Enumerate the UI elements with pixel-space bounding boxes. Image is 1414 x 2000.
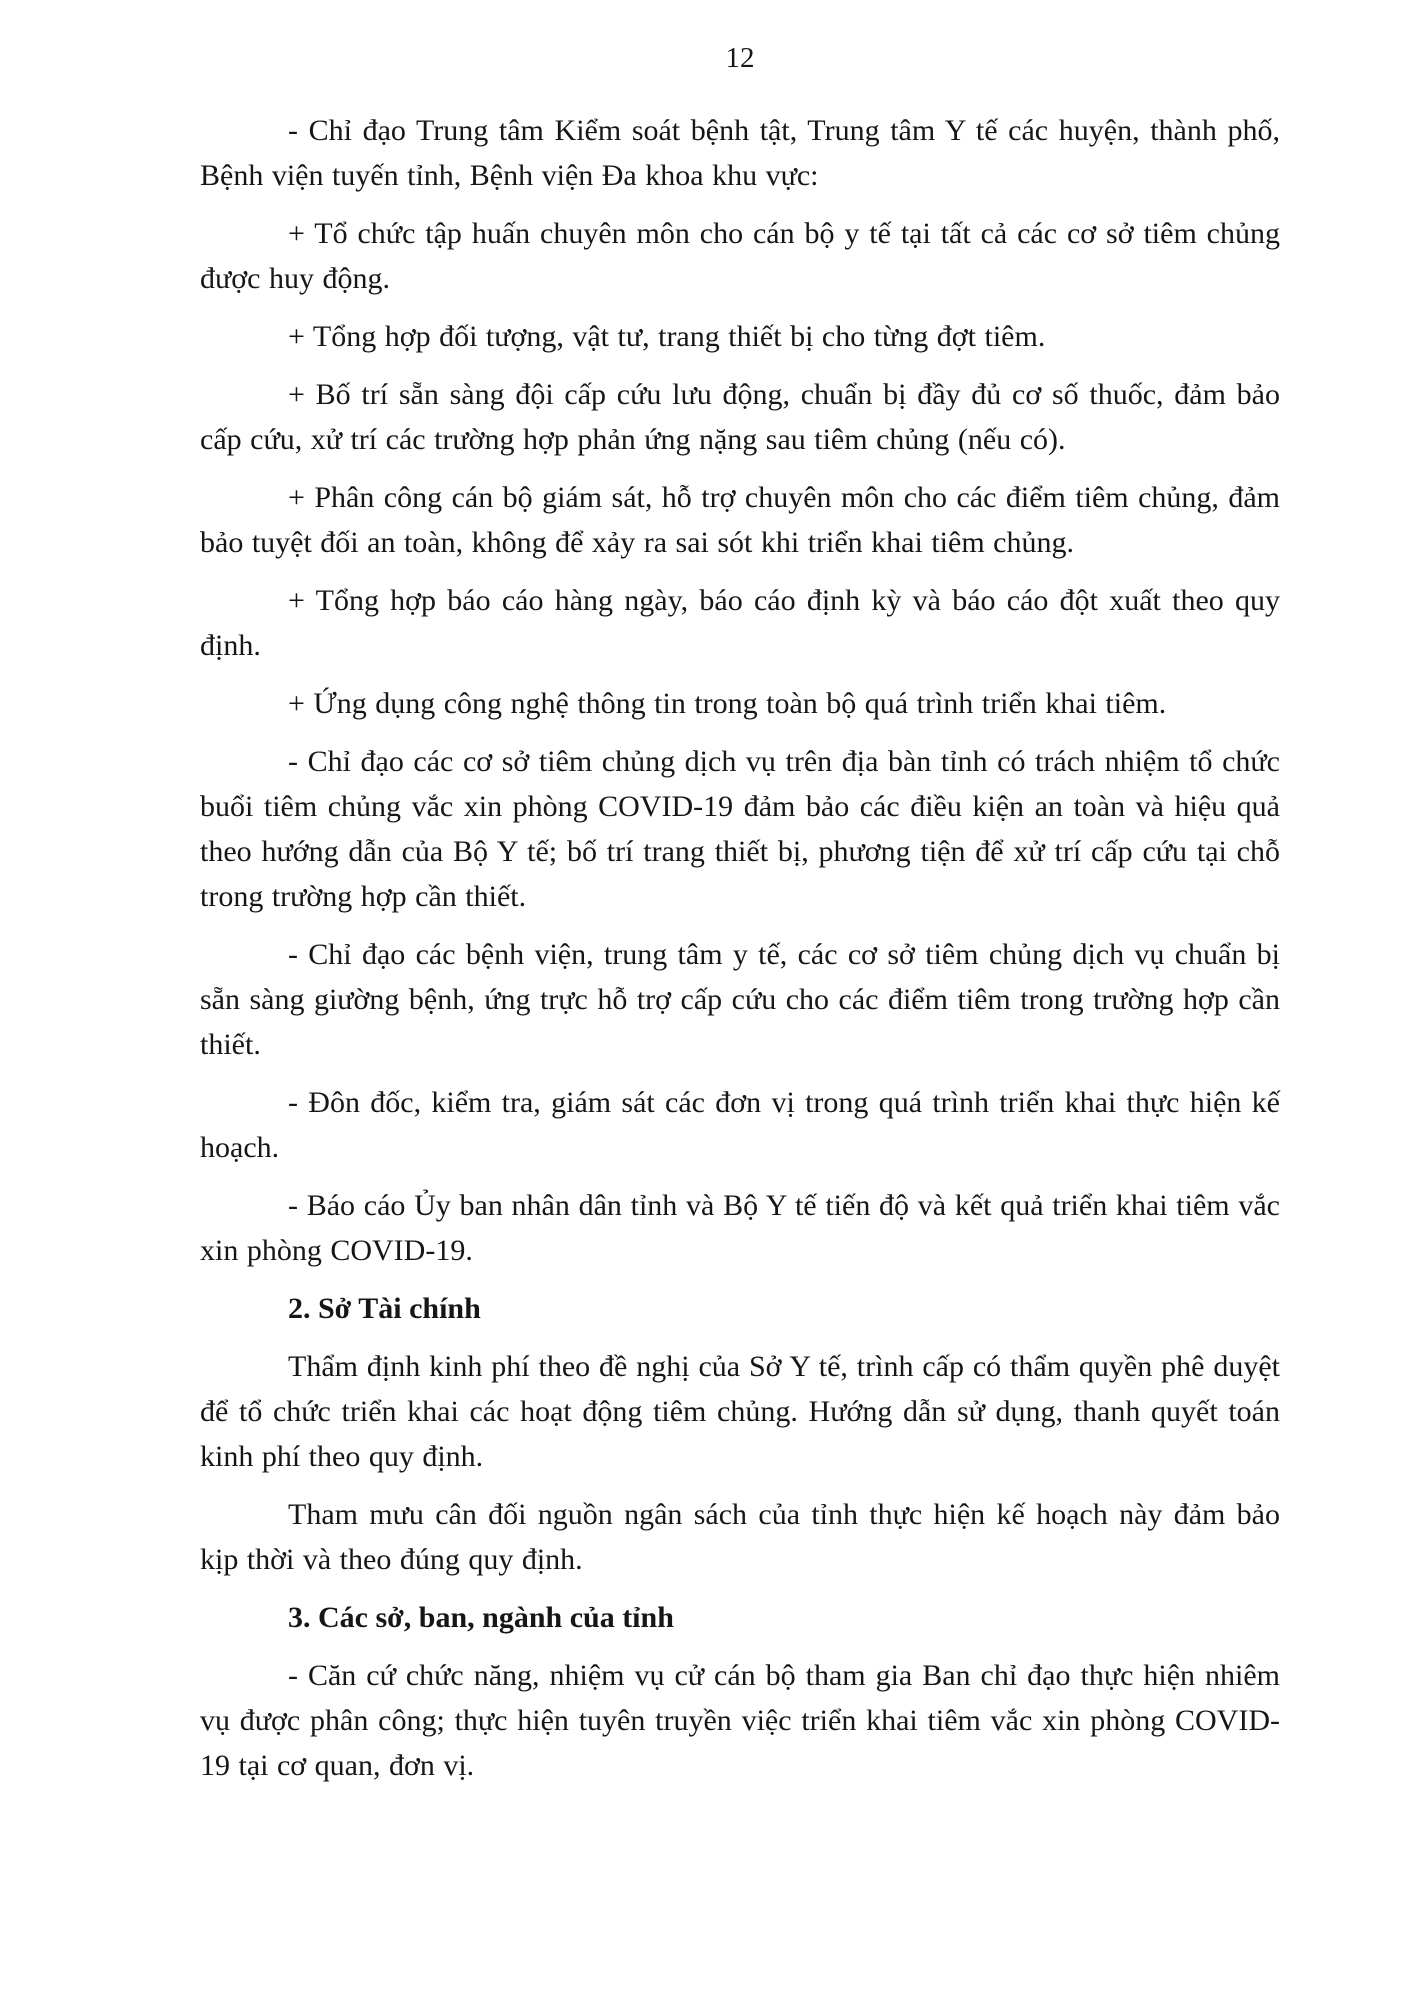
paragraph-tham-muu-can-doi: Tham mưu cân đối nguồn ngân sách của tỉnh thực hiện kế hoạch này đảm bảo kịp thời và theo đúng quy định.	[200, 1498, 1280, 1576]
paragraph-chi-dao-trung-tam: - Chỉ đạo Trung tâm Kiểm soát bệnh tật, Trung tâm Y tế các huyện, thành phố, Bệnh viện tuyến tỉnh, Bệnh viện Đa khoa khu vực:	[200, 114, 1280, 192]
paragraph-chi-dao-benh-vien: - Chỉ đạo các bệnh viện, trung tâm y tế, các cơ sở tiêm chủng dịch vụ chuẩn bị sẵn sàng giường bệnh, ứng trực hỗ trợ cấp cứu cho các điểm tiêm trong trường hợp cần thiết.	[200, 938, 1280, 1061]
paragraph-phan-cong-can-bo: + Phân công cán bộ giám sát, hỗ trợ chuyên môn cho các điểm tiêm chủng, đảm bảo tuyệt đối an toàn, không để xảy ra sai sót khi triển khai tiêm chủng.	[200, 481, 1280, 559]
paragraph-chi-dao-co-so-dich-vu: - Chỉ đạo các cơ sở tiêm chủng dịch vụ trên địa bàn tỉnh có trách nhiệm tổ chức buổi tiêm chủng vắc xin phòng COVID-19 đảm bảo các điều kiện an toàn và hiệu quả theo hướng dẫn của Bộ Y tế; bố trí trang thiết bị, phương tiện để xử trí cấp cứu tại chỗ trong trường hợp cần thiết.	[200, 745, 1280, 913]
paragraph-bao-cao-uy-ban: - Báo cáo Ủy ban nhân dân tỉnh và Bộ Y tế tiến độ và kết quả triển khai tiêm vắc xin phòng COVID-19.	[200, 1189, 1280, 1267]
paragraph-ung-dung-cong-nghe: + Ứng dụng công nghệ thông tin trong toàn bộ quá trình triển khai tiêm.	[288, 687, 1167, 720]
document-body	[200, 108, 1280, 1788]
paragraph-tong-hop-doi-tuong: + Tổng hợp đối tượng, vật tư, trang thiết bị cho từng đợt tiêm.	[288, 320, 1046, 353]
paragraph-tham-dinh-kinh-phi: Thẩm định kinh phí theo đề nghị của Sở Y tế, trình cấp có thẩm quyền phê duyệt để tổ chức triển khai các hoạt động tiêm chủng. Hướng dẫn sử dụng, thanh quyết toán kinh phí theo quy định.	[200, 1350, 1280, 1473]
section-heading-so-tai-chinh: 2. Sở Tài chính	[288, 1292, 481, 1325]
paragraph-to-chuc-tap-huan: + Tổ chức tập huấn chuyên môn cho cán bộ y tế tại tất cả các cơ sở tiêm chủng được huy động.	[200, 217, 1280, 295]
paragraph-don-doc-kiem-tra: - Đôn đốc, kiểm tra, giám sát các đơn vị trong quá trình triển khai thực hiện kế hoạch.	[200, 1086, 1280, 1164]
paragraph-can-cu-chuc-nang: - Căn cứ chức năng, nhiệm vụ cử cán bộ tham gia Ban chỉ đạo thực hiện nhiêm vụ được phân công; thực hiện tuyên truyền việc triển khai tiêm vắc xin phòng COVID-19 tại cơ quan, đơn vị.	[200, 1659, 1280, 1782]
section-heading-cac-so-ban-nganh: 3. Các sở, ban, ngành của tỉnh	[288, 1601, 674, 1634]
paragraph-tong-hop-bao-cao: + Tổng hợp báo cáo hàng ngày, báo cáo định kỳ và báo cáo đột xuất theo quy định.	[200, 584, 1280, 662]
page-number: 12	[725, 42, 755, 74]
paragraph-bo-tri-san-sang: + Bố trí sẵn sàng đội cấp cứu lưu động, chuẩn bị đầy đủ cơ số thuốc, đảm bảo cấp cứu, xử trí các trường hợp phản ứng nặng sau tiêm chủng (nếu có).	[200, 378, 1280, 456]
